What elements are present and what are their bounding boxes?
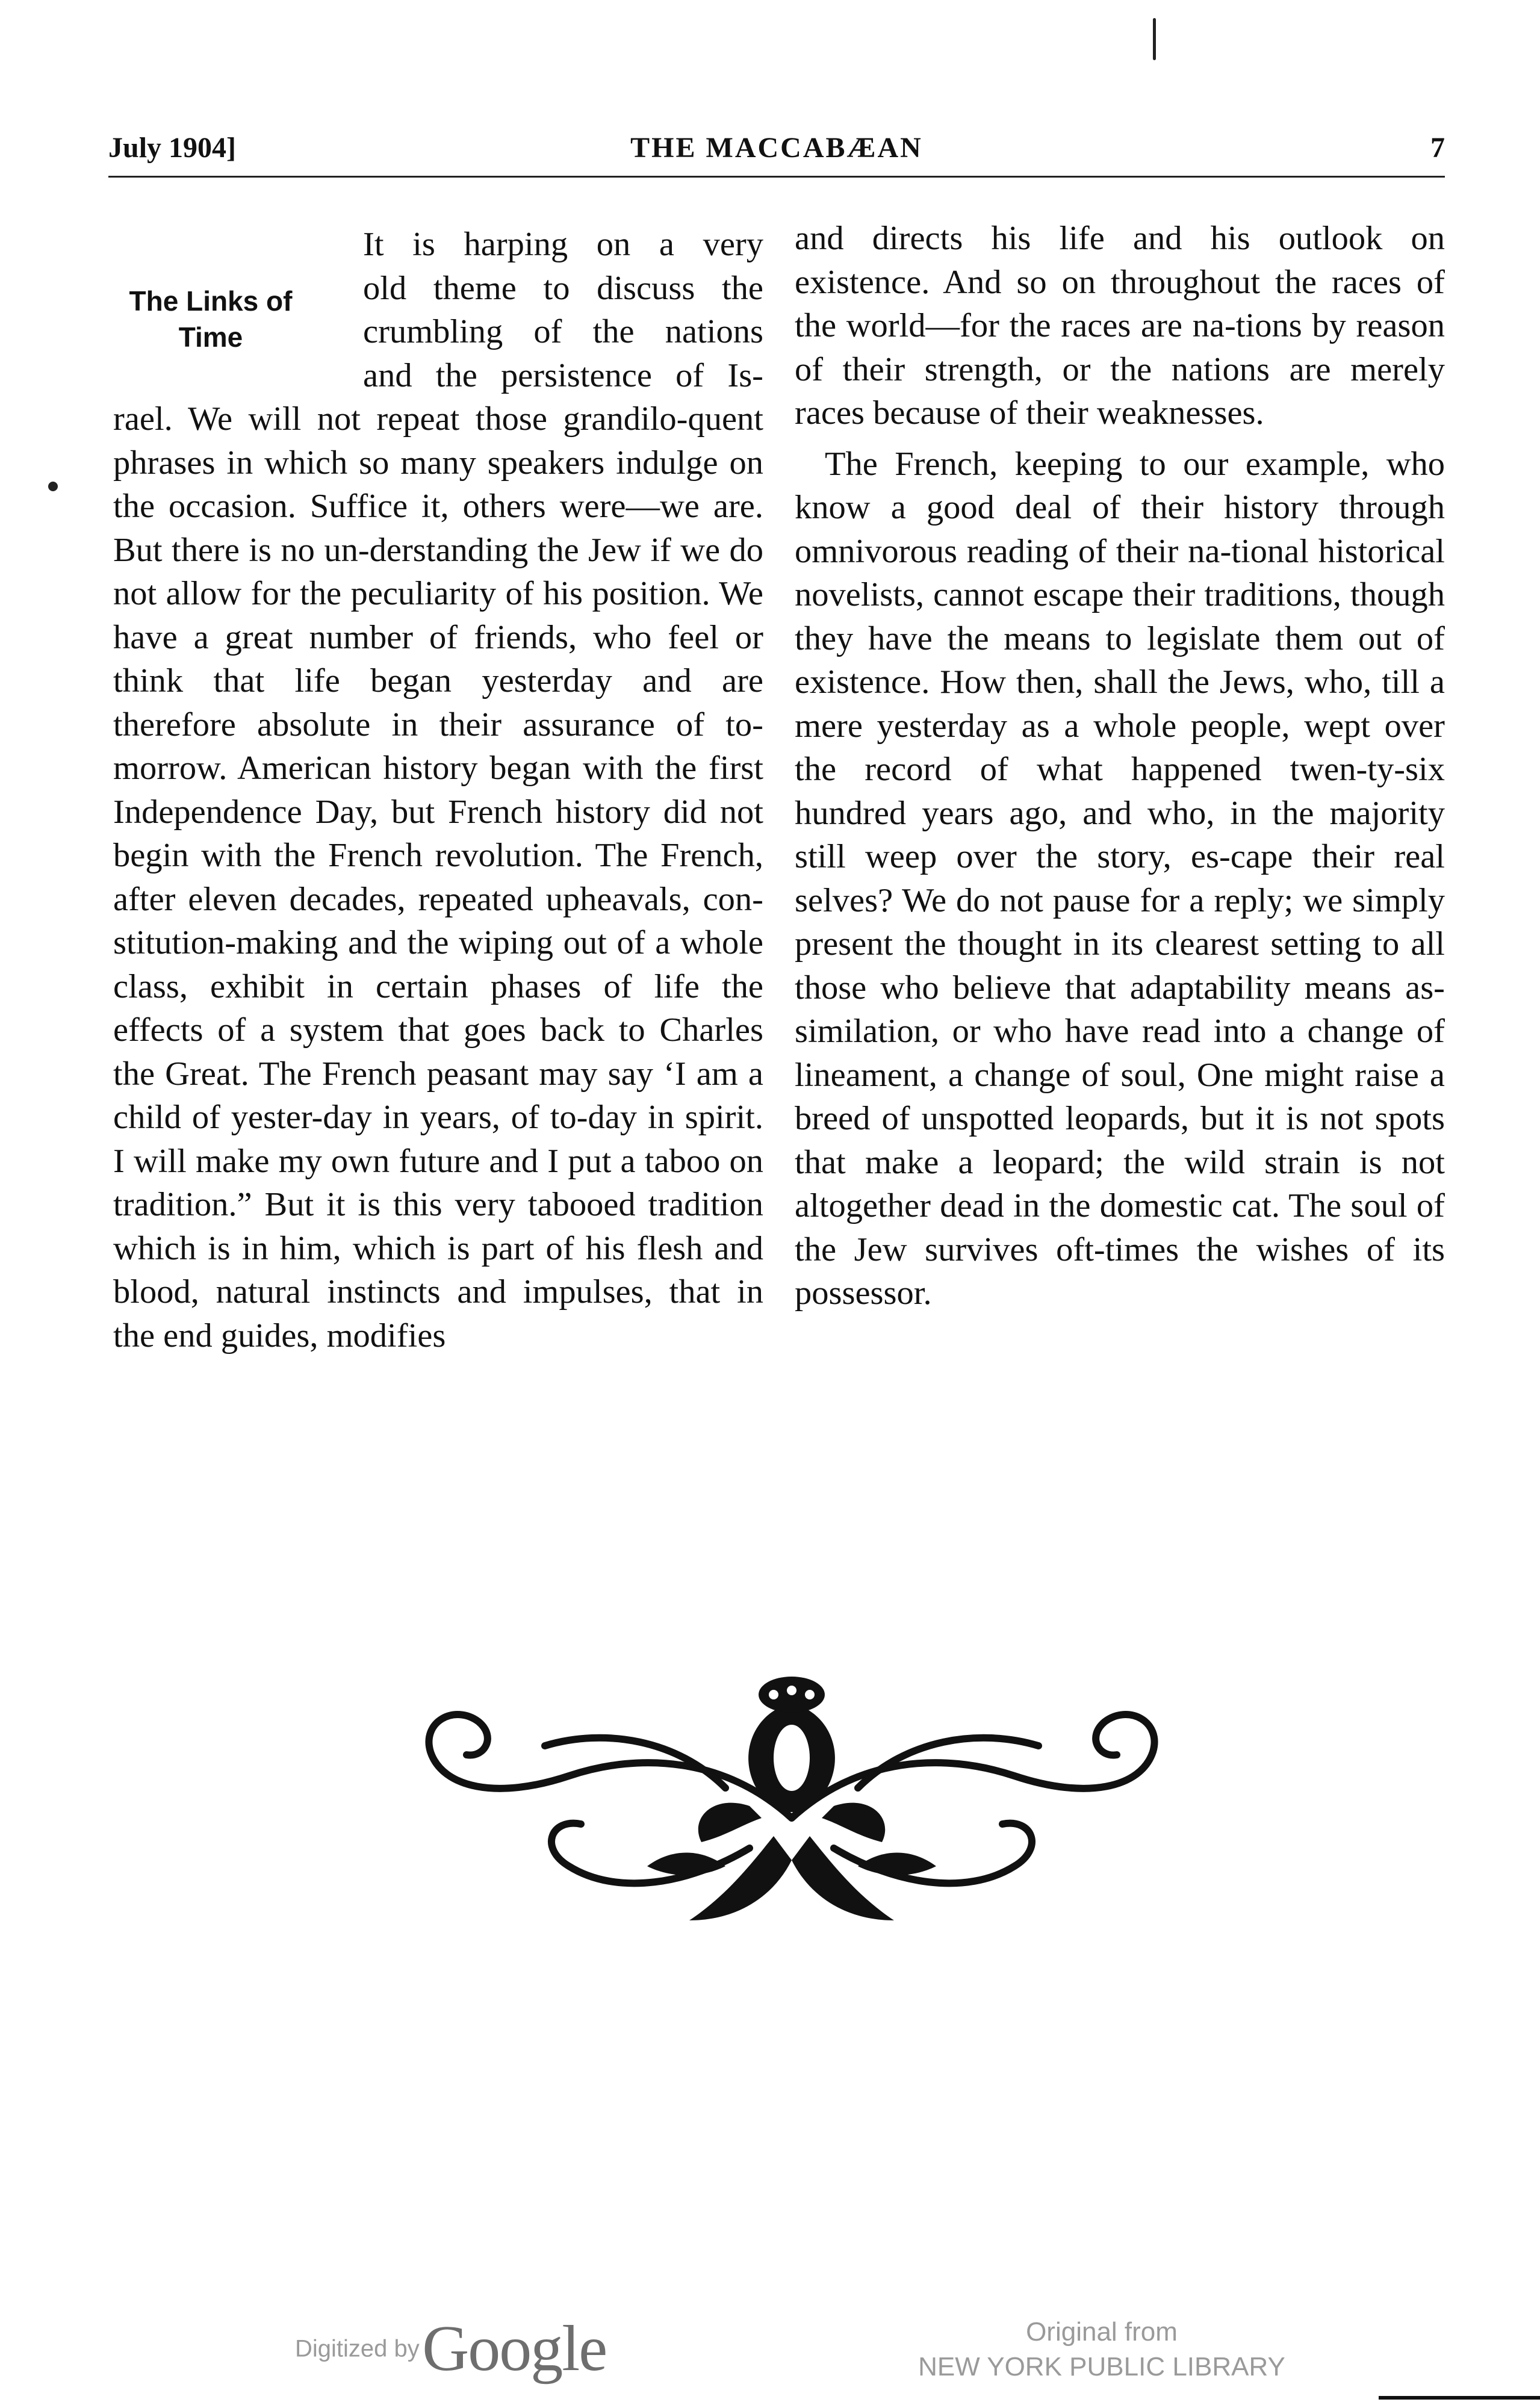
digitized-by-google-watermark xyxy=(295,2312,607,2385)
header-title: THE MACCABÆAN xyxy=(630,132,923,164)
ink-speck xyxy=(48,482,58,491)
running-header xyxy=(108,131,1445,173)
ink-speck xyxy=(1153,18,1156,60)
floral-tailpiece-ornament-icon xyxy=(388,1668,1195,1944)
library-name: NEW YORK PUBLIC LIBRARY xyxy=(918,2352,1285,2382)
left-column xyxy=(113,223,763,1358)
library-credit xyxy=(891,2315,1312,2385)
indented-line-4: and the persistence of Is- xyxy=(363,356,763,394)
header-page-number: 7 xyxy=(1430,132,1445,164)
original-from-label: Original from xyxy=(1026,2317,1178,2347)
right-column xyxy=(795,217,1445,1315)
google-logo: Google xyxy=(422,2313,607,2385)
header-rule xyxy=(108,176,1445,178)
header-date: July 1904] xyxy=(108,132,237,164)
right-paragraph-1: and directs his life and his outlook on existence. And so on throughout the races of the world—for the races are na-tions by reason of their strength, or the nations are merely races because of their weaknesses. xyxy=(795,220,1445,432)
right-paragraph-2: The French, keeping to our example, who know a good deal of their history through omnivorous reading of their na-tional historical novelists, cannot escape their traditions, though they have the means to legislate them out of existence. How then, shall the Jews, who, till a mere yesterday as a whole people, wept over the record of what happened twen-ty-six hundred years ago, and who, in the majority still weep over the story, es-cape their real selves? We do not pause for a reply; we simply present the thought in its clearest setting to all those who believe that adaptability means as-similation, or who have read into a change of lineament, a change of soul, One might raise a breed of unspotted leopards, but it is not spots that make a leopard; the wild strain is not altogether dead in the domestic cat. The soul of the Jew survives oft-times the wishes of its possessor. xyxy=(795,445,1445,1312)
digitized-by-label: Digitized by xyxy=(295,2335,420,2362)
indented-line-2: old theme to discuss the xyxy=(363,269,763,307)
indented-line-3: crumbling of the nations xyxy=(363,313,763,350)
side-heading-line-1: The Links of xyxy=(129,285,293,317)
left-column-body: rael. We will not repeat those grandilo-quent phrases in which so many speakers indulge on the occasion. Suffice it, others were—we are. But there is no un-derstanding the Jew if we do not allow for the peculiarity of his position. We have a great number of friends, who feel or think that life began yesterday and are therefore absolute in their assurance of to-morrow. American history began with the first Independence Day, but French history did not begin with the French revolution. The French, after eleven decades, repeated upheavals, con-stitution-making and the wiping out of a whole class, exhibit in certain phases of life the effects of a system that goes back to Charles the Great. The French peasant may say ‘I am a child of yester-day in years, of to-day in spirit. I will make my own future and I put a taboo on tradition.” But it is this very tabooed tradition which is in him, which is part of his flesh and blood, natural instincts and impulses, that in the end guides, modifies xyxy=(113,400,763,1354)
corner-rule xyxy=(1379,2396,1540,2400)
indented-line-1: It is harping on a very xyxy=(363,226,763,263)
side-heading-line-2: Time xyxy=(178,321,243,353)
